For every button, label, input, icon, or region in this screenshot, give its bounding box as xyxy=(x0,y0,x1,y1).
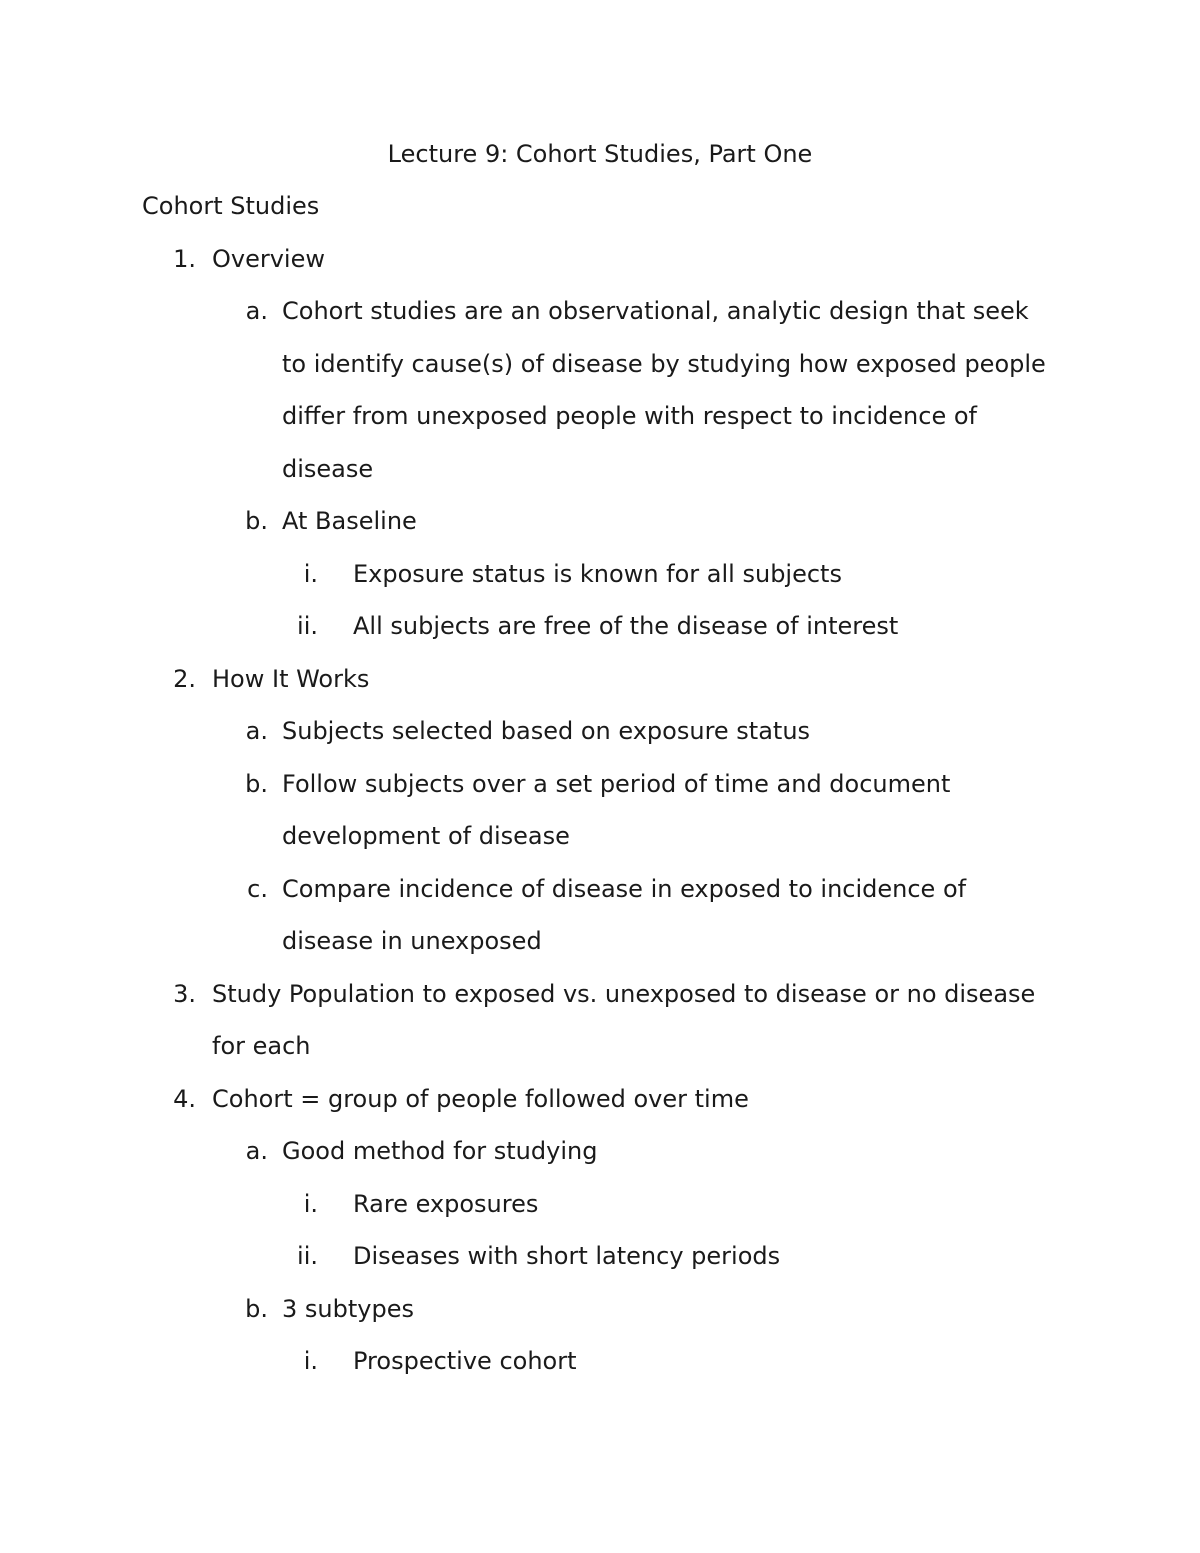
list-item-text: Subjects selected based on exposure status xyxy=(282,717,811,745)
list-marker: ii. xyxy=(297,1242,318,1270)
list-marker: i. xyxy=(303,1189,318,1218)
section-heading: Cohort Studies xyxy=(142,192,320,220)
list-item-text: Cohort = group of people followed over time xyxy=(212,1084,749,1113)
list-item-text: Prospective cohort xyxy=(353,1347,577,1375)
list-marker: c. xyxy=(247,874,268,903)
list-marker: b. xyxy=(245,769,268,798)
document-title: Lecture 9: Cohort Studies, Part One xyxy=(387,140,813,168)
list-item-text: disease xyxy=(282,454,374,483)
list-item-text: Compare incidence of disease in exposed to incidence of xyxy=(282,874,967,903)
list-marker: a. xyxy=(245,297,268,325)
list-item-text: development of disease xyxy=(282,822,570,850)
list-item-text: to identify cause(s) of disease by studying how exposed people xyxy=(282,349,1046,378)
list-marker: 2. xyxy=(173,664,196,693)
list-marker: b. xyxy=(245,507,268,535)
list-item-text: Study Population to exposed vs. unexposed to disease or no disease xyxy=(212,979,1036,1008)
list-item-text: Cohort studies are an observational, analytic design that seek xyxy=(282,297,1029,325)
list-item-text: At Baseline xyxy=(282,507,417,535)
list-item-text: Rare exposures xyxy=(353,1189,539,1218)
list-item-text: differ from unexposed people with respect to incidence of xyxy=(282,402,977,430)
list-item-text: Diseases with short latency periods xyxy=(353,1242,781,1270)
list-item-text: Good method for studying xyxy=(282,1137,598,1165)
list-item-text: Exposure status is known for all subjects xyxy=(353,559,842,588)
list-marker: b. xyxy=(245,1294,268,1323)
list-marker: i. xyxy=(303,1347,318,1375)
list-item-text: 3 subtypes xyxy=(282,1294,414,1323)
list-item-text: Overview xyxy=(212,244,325,273)
list-item-text: disease in unexposed xyxy=(282,927,542,955)
list-item-text: for each xyxy=(212,1032,311,1060)
list-marker: i. xyxy=(303,559,318,588)
list-item-text: Follow subjects over a set period of time and document xyxy=(282,769,951,798)
list-marker: a. xyxy=(245,1137,268,1165)
list-item-text: All subjects are free of the disease of interest xyxy=(353,612,899,640)
list-marker: a. xyxy=(245,717,268,745)
list-marker: ii. xyxy=(297,612,318,640)
list-marker: 3. xyxy=(173,979,196,1008)
list-marker: 1. xyxy=(173,244,196,273)
list-item-text: How It Works xyxy=(212,664,370,693)
list-marker: 4. xyxy=(173,1084,196,1113)
